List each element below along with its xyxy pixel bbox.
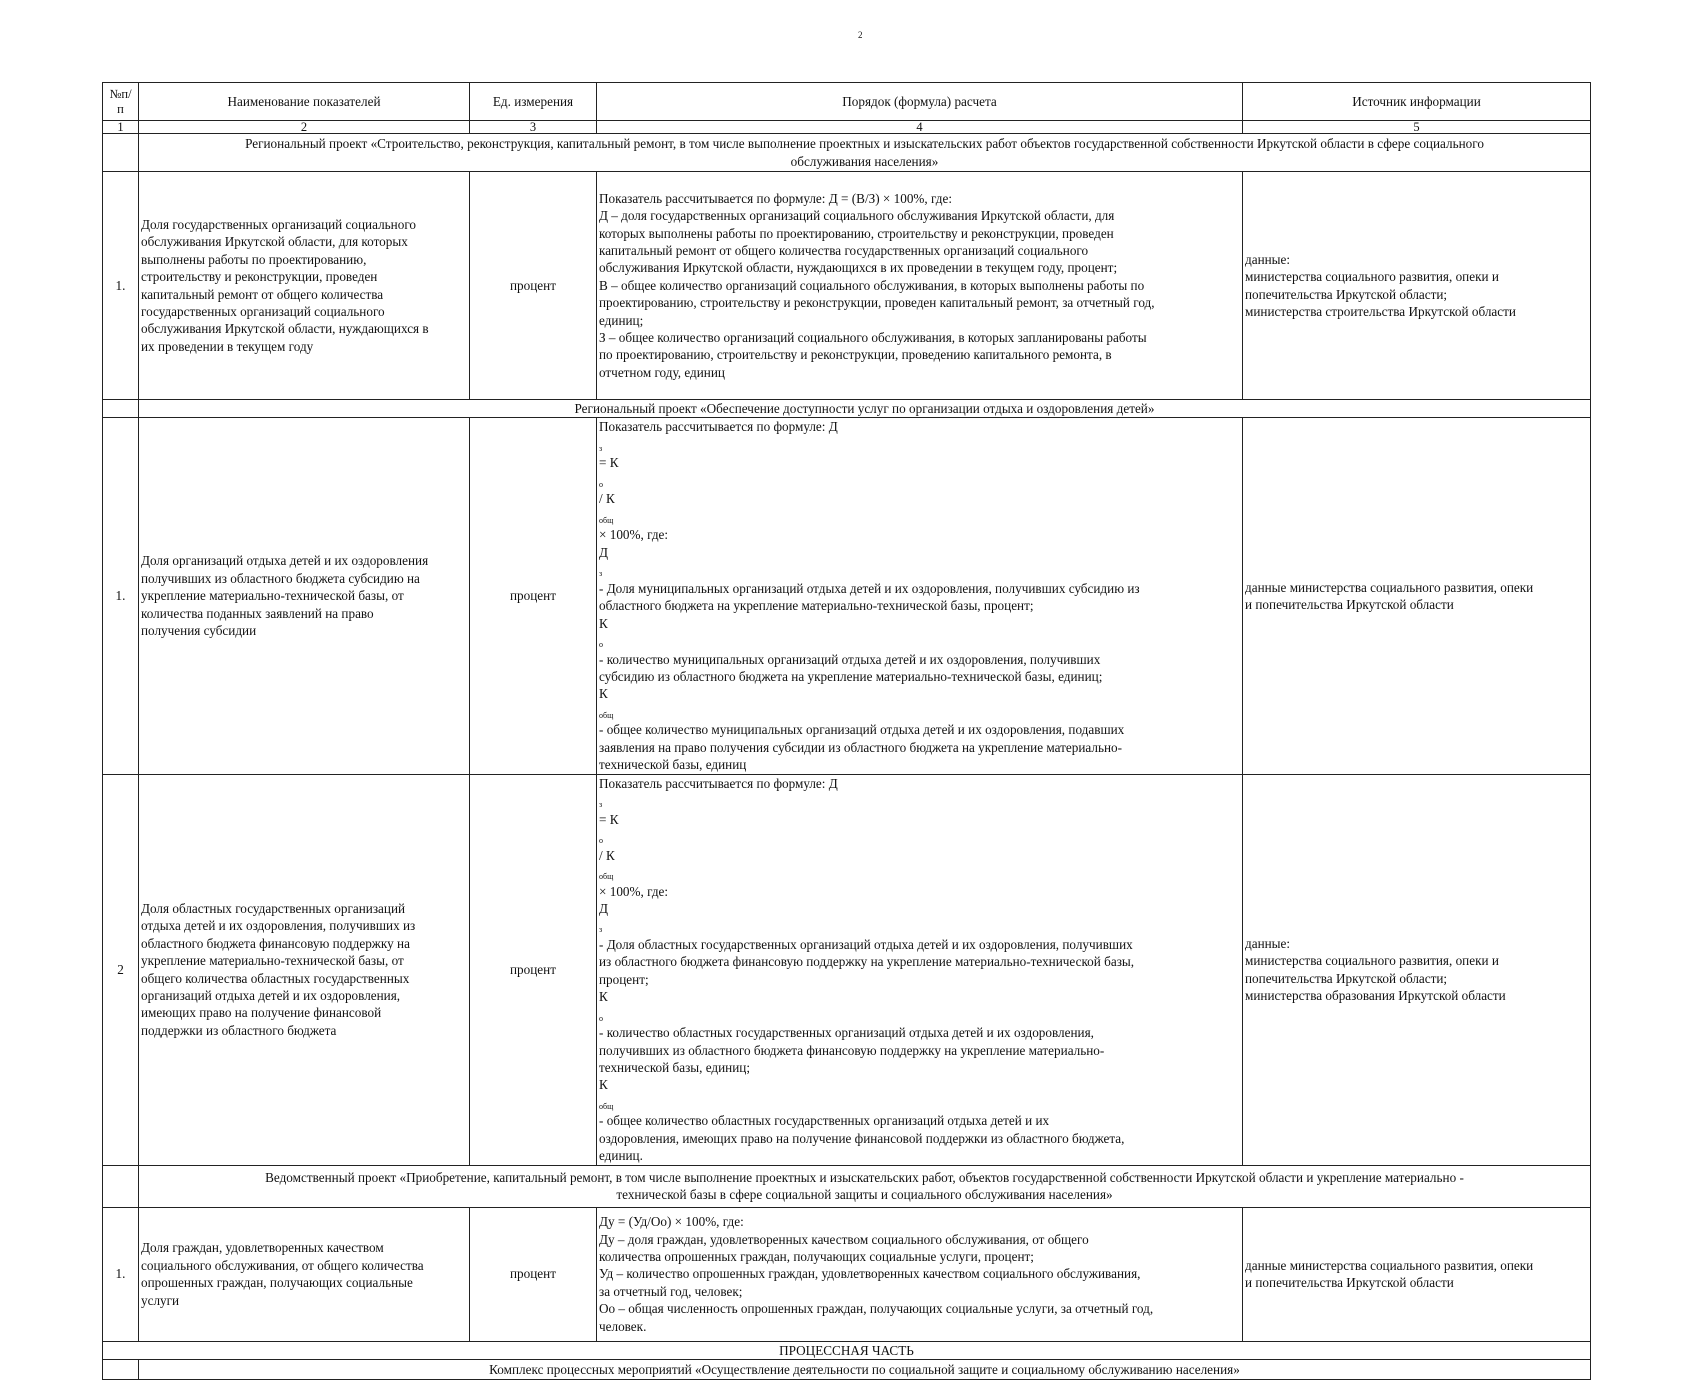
section-title: Ведомственный проект «Приобретение, капитальный ремонт, в том числе выполнение проектных и изыскательских работ, объектов государственной собственности Иркутской области и укрепление материально - технической базы в сфере социальной защиты и социального обслуживания населения» <box>139 1165 1591 1207</box>
column-number: 5 <box>1243 121 1591 134</box>
header-unit: Ед. измерения <box>470 83 597 121</box>
process-part-row <box>103 1341 1591 1359</box>
row-number: 2 <box>103 774 139 1165</box>
info-source: данные: министерства социального развития, опеки и попечительства Иркутской области; министерства образования Иркутской области <box>1243 774 1591 1165</box>
indicator-name: Доля государственных организаций социального обслуживания Иркутской области, для которых выполнены работы по проектированию, строительству и реконструкции, проведен капитальный ремонт от общего количества государственных организаций социального обслуживания Иркутской области, нуждающихся в их проведении в текущем году <box>139 172 470 400</box>
indicators-table <box>102 82 1591 1380</box>
section-title-row <box>103 1165 1591 1207</box>
table-row <box>103 774 1591 1165</box>
row-number: 1. <box>103 1207 139 1341</box>
formula-text: Показатель рассчитывается по формуле: Д $_з$ = К $_о$ / К $_{общ}$ × 100%, где: Д $_з$ - Доля областных государственных организаций отдыха детей и их оздоровления, получивших из областного бюджета финансовую поддержку на укрепление материально-технической базы, процент; К $_о$ - количество областных государственных организаций отдыха детей и их оздоровления, получивших из областного бюджета финансовую поддержку на укрепление материально- технической базы, единиц; К $_{общ}$ - общее количество областных государственных организаций отдыха детей и их оздоровления, имеющих право на получение финансовой поддержки из областного бюджета, единиц. <box>597 774 1243 1165</box>
header-source: Источник информации <box>1243 83 1591 121</box>
formula-text: Показатель рассчитывается по формуле: Д = (В/З) × 100%, где: Д – доля государственных организаций социального обслуживания Иркутской области, для которых выполнены работы по проектированию, строительству и реконструкции, проведен капитальный ремонт от общего количества государственных организаций социального обслуживания Иркутской области, нуждающихся в их проведении в текущем году, процент; В – общее количество организаций социального обслуживания, в которых выполнены работы по проектированию, строительству и реконструкции, проведен капитальный ремонт, за отчетный год, единиц; З – общее количество организаций социального обслуживания, в которых запланированы работы по проектированию, строительству и реконструкции, проведению капитального ремонта, в отчетном году, единиц <box>597 172 1243 400</box>
column-number: 1 <box>103 121 139 134</box>
section-title: Комплекс процессных мероприятий «Осуществление деятельности по социальной защите и социальному обслуживанию населения» <box>139 1360 1591 1380</box>
info-source: данные министерства социального развития, опеки и попечительства Иркутской области <box>1243 1207 1591 1341</box>
section-title: Региональный проект «Обеспечение доступности услуг по организации отдыха и оздоровления детей» <box>139 400 1591 418</box>
indicator-name: Доля областных государственных организаций отдыха детей и их оздоровления, получивших из областного бюджета финансовую поддержку на укрепление материально-технической базы, от общего количества областных государственных организаций отдыха детей и их оздоровления, имеющих право на получение финансовой поддержки из областного бюджета <box>139 774 470 1165</box>
column-number: 2 <box>139 121 470 134</box>
section-title-row <box>103 1360 1591 1380</box>
row-number: 1. <box>103 418 139 774</box>
row-number: 1. <box>103 172 139 400</box>
unit-value: процент <box>470 774 597 1165</box>
formula-text: Ду = (Уд/Оо) × 100%, где: Ду – доля граждан, удовлетворенных качеством социального обслуживания, от общего количества опрошенных граждан, получающих социальные услуги, процент; Уд – количество опрошенных граждан, удовлетворенных качеством социального обслуживания, за отчетный год, человек; Оо – общая численность опрошенных граждан, получающих социальные услуги, за отчетный год, человек. <box>597 1207 1243 1341</box>
table-header-row <box>103 83 1591 121</box>
indicator-name: Доля граждан, удовлетворенных качеством социального обслуживания, от общего количества опрошенных граждан, получающих социальные услуги <box>139 1207 470 1341</box>
section-title: Региональный проект «Строительство, реконструкция, капитальный ремонт, в том числе выполнение проектных и изыскательских работ объектов государственной собственности Иркутской области в сфере социального обслуживания населения» <box>139 134 1591 172</box>
header-formula: Порядок (формула) расчета <box>597 83 1243 121</box>
indicator-name: Доля организаций отдыха детей и их оздоровления получивших из областного бюджета субсидию на укрепление материально-технической базы, от количества поданных заявлений на право получения субсидии <box>139 418 470 774</box>
formula-text: Показатель рассчитывается по формуле: Д $_з$ = К $_о$ / К $_{общ}$ × 100%, где: Д $_з$ - Доля муниципальных организаций отдыха детей и их оздоровления, получивших субсидию из областного бюджета на укрепление материально-технической базы, процент; К $_о$ - количество муниципальных организаций отдыха детей и их оздоровления, получивших субсидию из областного бюджета на укрепление материально-технической базы, единиц; К $_{общ}$ - общее количество муниципальных организаций отдыха детей и их оздоровления, подавших заявления на право получения субсидии из областного бюджета на укрепление материально- технической базы, единиц <box>597 418 1243 774</box>
header-indicator-name: Наименование показателей <box>139 83 470 121</box>
info-source: данные министерства социального развития, опеки и попечительства Иркутской области <box>1243 418 1591 774</box>
page-number-mark: 2 <box>858 30 863 40</box>
section-title-row <box>103 400 1591 418</box>
section-title-row <box>103 134 1591 172</box>
unit-value: процент <box>470 172 597 400</box>
process-part-title: ПРОЦЕССНАЯ ЧАСТЬ <box>103 1341 1591 1359</box>
header-number: №п/ п <box>103 83 139 121</box>
info-source: данные: министерства социального развития, опеки и попечительства Иркутской области; министерства строительства Иркутской области <box>1243 172 1591 400</box>
column-number: 3 <box>470 121 597 134</box>
column-number: 4 <box>597 121 1243 134</box>
table-row <box>103 418 1591 774</box>
unit-value: процент <box>470 1207 597 1341</box>
column-numbers-row <box>103 121 1591 134</box>
table-row <box>103 1207 1591 1341</box>
unit-value: процент <box>470 418 597 774</box>
table-row <box>103 172 1591 400</box>
